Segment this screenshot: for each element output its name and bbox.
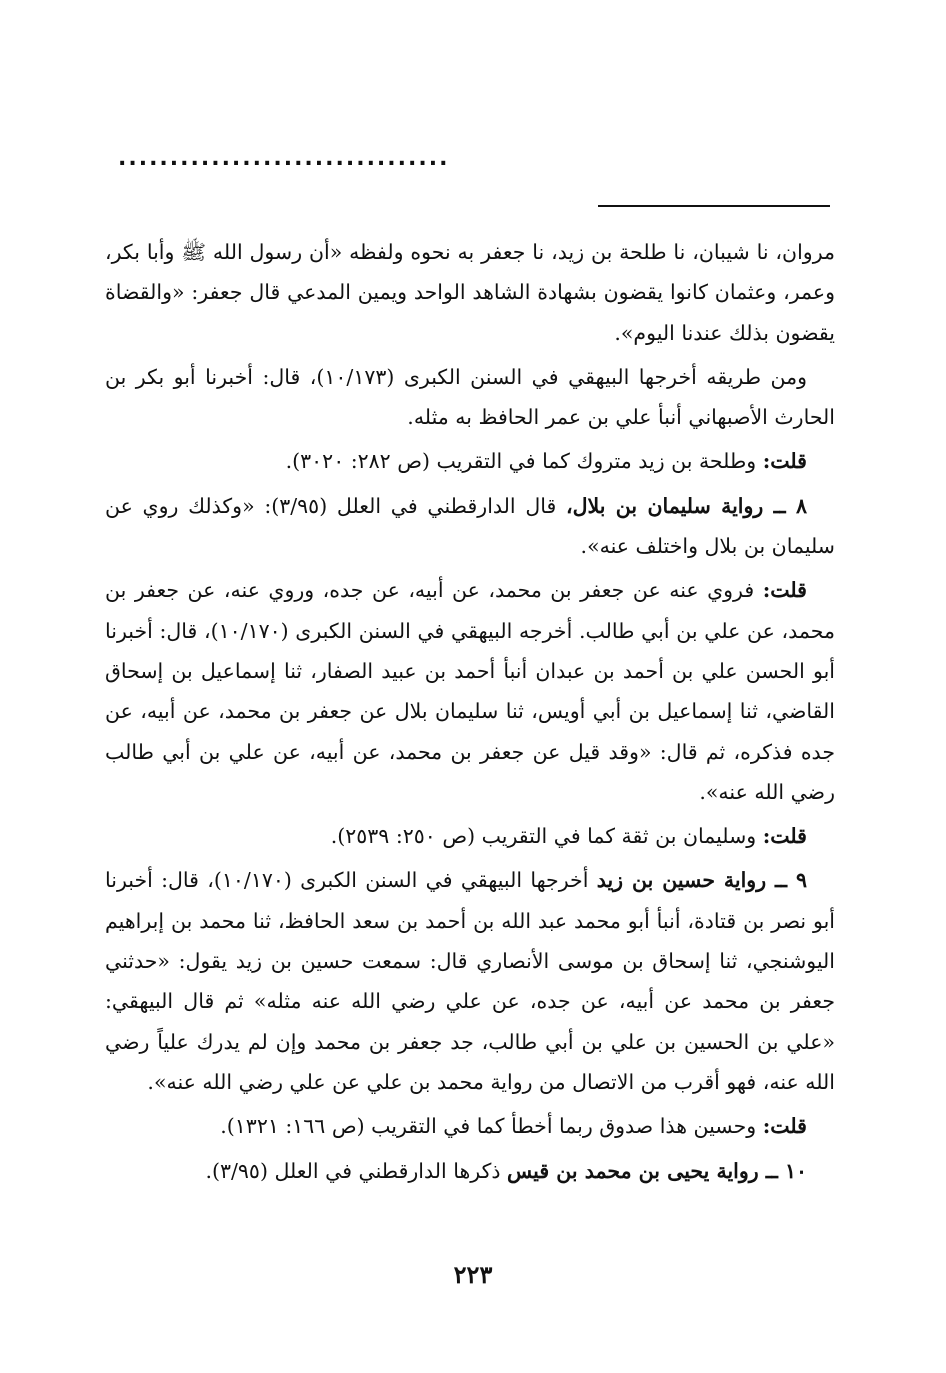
paragraph-lead: قلت: (762, 1114, 807, 1139)
paragraph-lead: قلت: (762, 824, 807, 849)
paragraph (105, 1151, 835, 1191)
paragraph-lead: قلت: (762, 449, 807, 474)
page-body (105, 232, 835, 1195)
paragraph (105, 486, 835, 567)
paragraph-text: مروان، نا شيبان، نا طلحة بن زيد، نا جعفر به نحوه ولفظه «أن رسول الله ﷺ وأبا بكر، وعمر، وعثمان كانوا يقضون بشهادة الشاهد الواحد ويمين المدعي قال جعفر: «والقضاة يقضون بذلك عندنا اليوم». (105, 240, 835, 345)
footnote-rule (598, 205, 830, 207)
paragraph (105, 441, 835, 481)
paragraph-lead: قلت: (762, 578, 807, 603)
paragraph-lead: ٩ ــ رواية حسين بن زيد (596, 868, 807, 893)
page-number: ٢٢٣ (453, 1260, 493, 1289)
paragraph (105, 1106, 835, 1146)
paragraph-lead: ٨ ــ رواية سليمان بن بلال، (566, 493, 808, 518)
paragraph (105, 570, 835, 812)
paragraph (105, 232, 835, 353)
paragraph (105, 816, 835, 856)
paragraph-lead: ١٠ ــ رواية يحيى بن محمد بن قيس (507, 1158, 807, 1183)
separator-dots: ................................ (118, 146, 450, 171)
paragraph (105, 357, 835, 438)
paragraph-text: ومن طريقه أخرجها البيهقي في السنن الكبرى (١٠/١٧٣)، قال: أخبرنا أبو بكر بن الحارث الأصبهاني أنبأ علي بن عمر الحافظ به مثله. (105, 364, 835, 430)
paragraph-text: وسليمان بن ثقة كما في التقريب (ص ٢٥٠: ٢٥٣٩). (330, 824, 757, 849)
paragraph-text: وطلحة بن زيد متروك كما في التقريب (ص ٢٨٢: ٣٠٢٠). (285, 449, 757, 474)
paragraph-text: قال الدارقطني في العلل (٣/٩٥): «وكذلك روي عن سليمان بن بلال واختلف عنه». (105, 493, 835, 559)
paragraph-text: وحسين هذا صدوق ربما أخطأ كما في التقريب (ص ١٦٦: ١٣٢١). (220, 1114, 757, 1139)
paragraph (105, 860, 835, 1102)
paragraph-text: أخرجها البيهقي في السنن الكبرى (١٠/١٧٠)، قال: أخبرنا أبو نصر بن قتادة، أنبأ أبو محمد عبد الله بن أحمد بن سعد الحافظ، ثنا محمد بن إبراهيم اليوشنجي، ثنا إسحاق بن موسى الأنصاري قال: سمعت حسين بن زيد يقول: «حدثني جعفر بن محمد عن أبيه، عن جده، عن علي رضي الله عنه مثله» ثم قال البيهقي: «علي بن الحسين بن علي بن أبي طالب، جد جعفر بن محمد وإن لم يدرك علياً رضي الله عنه، فهو أقرب من الاتصال من رواية محمد بن علي عن علي رضي الله عنه». (105, 868, 835, 1094)
paragraph-text: فروي عنه عن جعفر بن محمد، عن أبيه، عن جده، وروي عنه، عن جعفر بن محمد، عن علي بن أبي طالب. أخرجه البيهقي في السنن الكبرى (١٠/١٧٠)، قال: أخبرنا أبو الحسن علي بن أحمد بن عبدان أنبأ أحمد بن عبيد الصفار، ثنا إسماعيل بن إسحاق القاضي، ثنا إسماعيل بن أبي أويس، ثنا سليمان بلال عن جعفر بن محمد، عن أبيه، عن جده فذكره، ثم قال: «وقد قيل عن جعفر بن محمد، عن أبيه، عن علي بن أبي طالب رضي الله عنه». (105, 578, 835, 804)
paragraph-text: ذكرها الدارقطني في العلل (٣/٩٥). (205, 1158, 501, 1183)
